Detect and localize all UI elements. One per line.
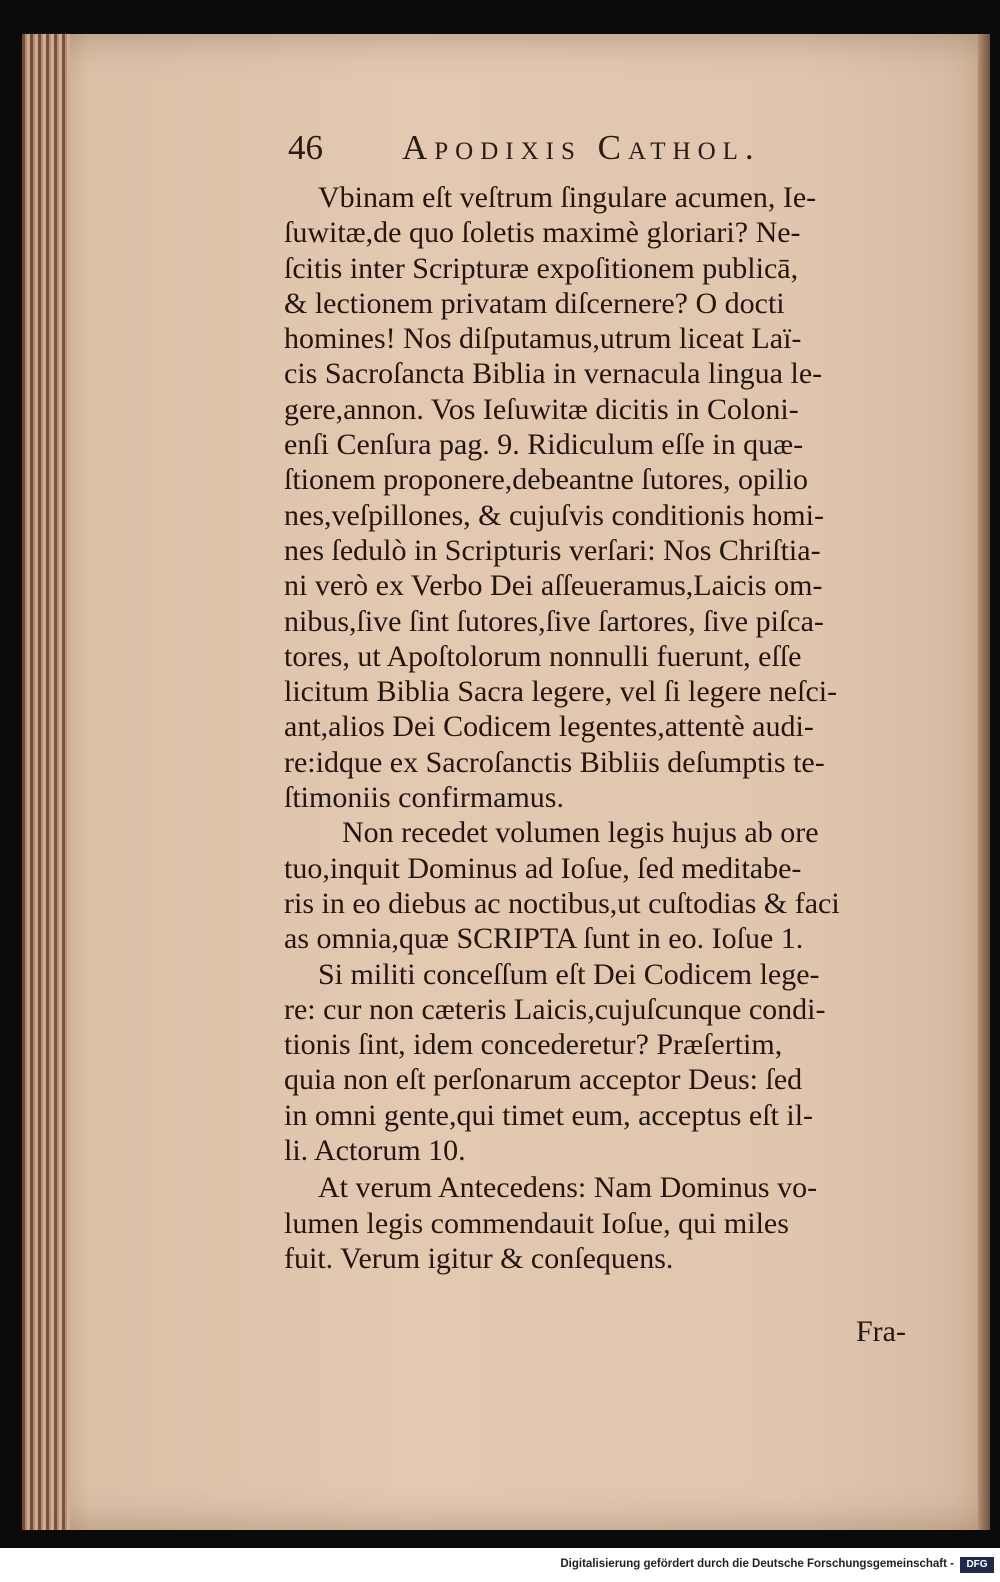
text-line: ſtionem proponere,debeantne ſutores, opilio xyxy=(284,463,809,497)
text-line: tores, ut Apoſtolorum nonnulli fuerunt, eſſe xyxy=(284,639,802,673)
digitization-footer xyxy=(0,1548,1000,1582)
text-line: re: cur non cæteris Laicis,cujuſcunque condi- xyxy=(284,992,826,1026)
text-line: lumen legis commendauit Ioſue, qui miles xyxy=(284,1206,789,1240)
paragraph-3 xyxy=(284,957,934,1169)
dfg-logo-icon: DFG xyxy=(960,1557,994,1573)
body-text xyxy=(284,180,934,1276)
text-line: Si militi conceſſum eſt Dei Codicem lege- xyxy=(318,957,820,991)
text-line: nes,veſpillones, & cujuſvis conditionis homi- xyxy=(284,498,824,532)
page-header xyxy=(288,128,848,172)
text-line: ant,alios Dei Codicem legentes,attentè audi- xyxy=(284,710,814,744)
text-line: as omnia,quæ SCRIPTA ſunt in eo. Ioſue 1. xyxy=(284,922,804,956)
text-line: ſuwitæ,de quo ſoletis maximè gloriari? Ne- xyxy=(284,216,801,250)
text-line: fuit. Verum igitur & conſequens. xyxy=(284,1241,674,1275)
text-line: tionis ſint, idem concederetur? Præſertim, xyxy=(284,1028,783,1062)
text-line: tuo,inquit Dominus ad Ioſue, ſed meditabe- xyxy=(284,851,802,885)
footer-credit: Digitalisierung gefördert durch die Deutsche Forschungsgemeinschaft - xyxy=(560,1558,954,1570)
page-edge-left xyxy=(22,34,70,1530)
text-line: Non recedet volumen legis hujus ab ore xyxy=(342,816,819,850)
page-edge-right xyxy=(978,34,990,1530)
text-line: At verum Antecedens: Nam Dominus vo- xyxy=(318,1171,818,1205)
text-line: ſtimoniis confirmamus. xyxy=(284,781,564,815)
paragraph-4 xyxy=(284,1170,934,1276)
text-line: quia non eſt perſonarum acceptor Deus: ſed xyxy=(284,1063,803,1097)
paragraph-2 xyxy=(284,815,934,956)
text-line: gere,annon. Vos Ieſuwitæ dicitis in Coloni- xyxy=(284,392,799,426)
page-number: 46 xyxy=(288,128,323,167)
text-line: nibus,ſive ſint ſutores,ſive ſartores, ſive piſca- xyxy=(284,604,824,638)
text-line: ris in eo diebus ac noctibus,ut cuſtodias & faci xyxy=(284,886,840,920)
text-line: re:idque ex Sacroſanctis Bibliis deſumptis te- xyxy=(284,745,825,779)
text-line: cis Sacroſancta Biblia in vernacula lingua le- xyxy=(284,357,823,391)
text-line: in omni gente,qui timet eum, acceptus eſt il- xyxy=(284,1098,814,1132)
text-line: enſi Cenſura pag. 9. Ridiculum eſſe in quæ- xyxy=(284,428,804,462)
paragraph-1 xyxy=(284,180,934,815)
catchword: Fra- xyxy=(856,1315,906,1348)
text-line: & lectionem privatam diſcernere? O docti xyxy=(284,286,785,320)
text-line: nes ſedulò in Scripturis verſari: Nos Chriſtia- xyxy=(284,533,821,567)
text-line: ni verò ex Verbo Dei aſſeueramus,Laicis om- xyxy=(284,569,823,603)
text-line: homines! Nos diſputamus,utrum liceat Laï- xyxy=(284,322,802,356)
text-line: licitum Biblia Sacra legere, vel ſi legere neſci- xyxy=(284,675,838,709)
text-line: li. Actorum 10. xyxy=(284,1134,466,1168)
text-line: ſcitis inter Scripturæ expoſitionem publicā, xyxy=(284,251,799,285)
text-line: Vbinam eſt veſtrum ſingulare acumen, Ie- xyxy=(318,181,817,214)
running-title: Apodixis Cathol. xyxy=(402,128,761,167)
